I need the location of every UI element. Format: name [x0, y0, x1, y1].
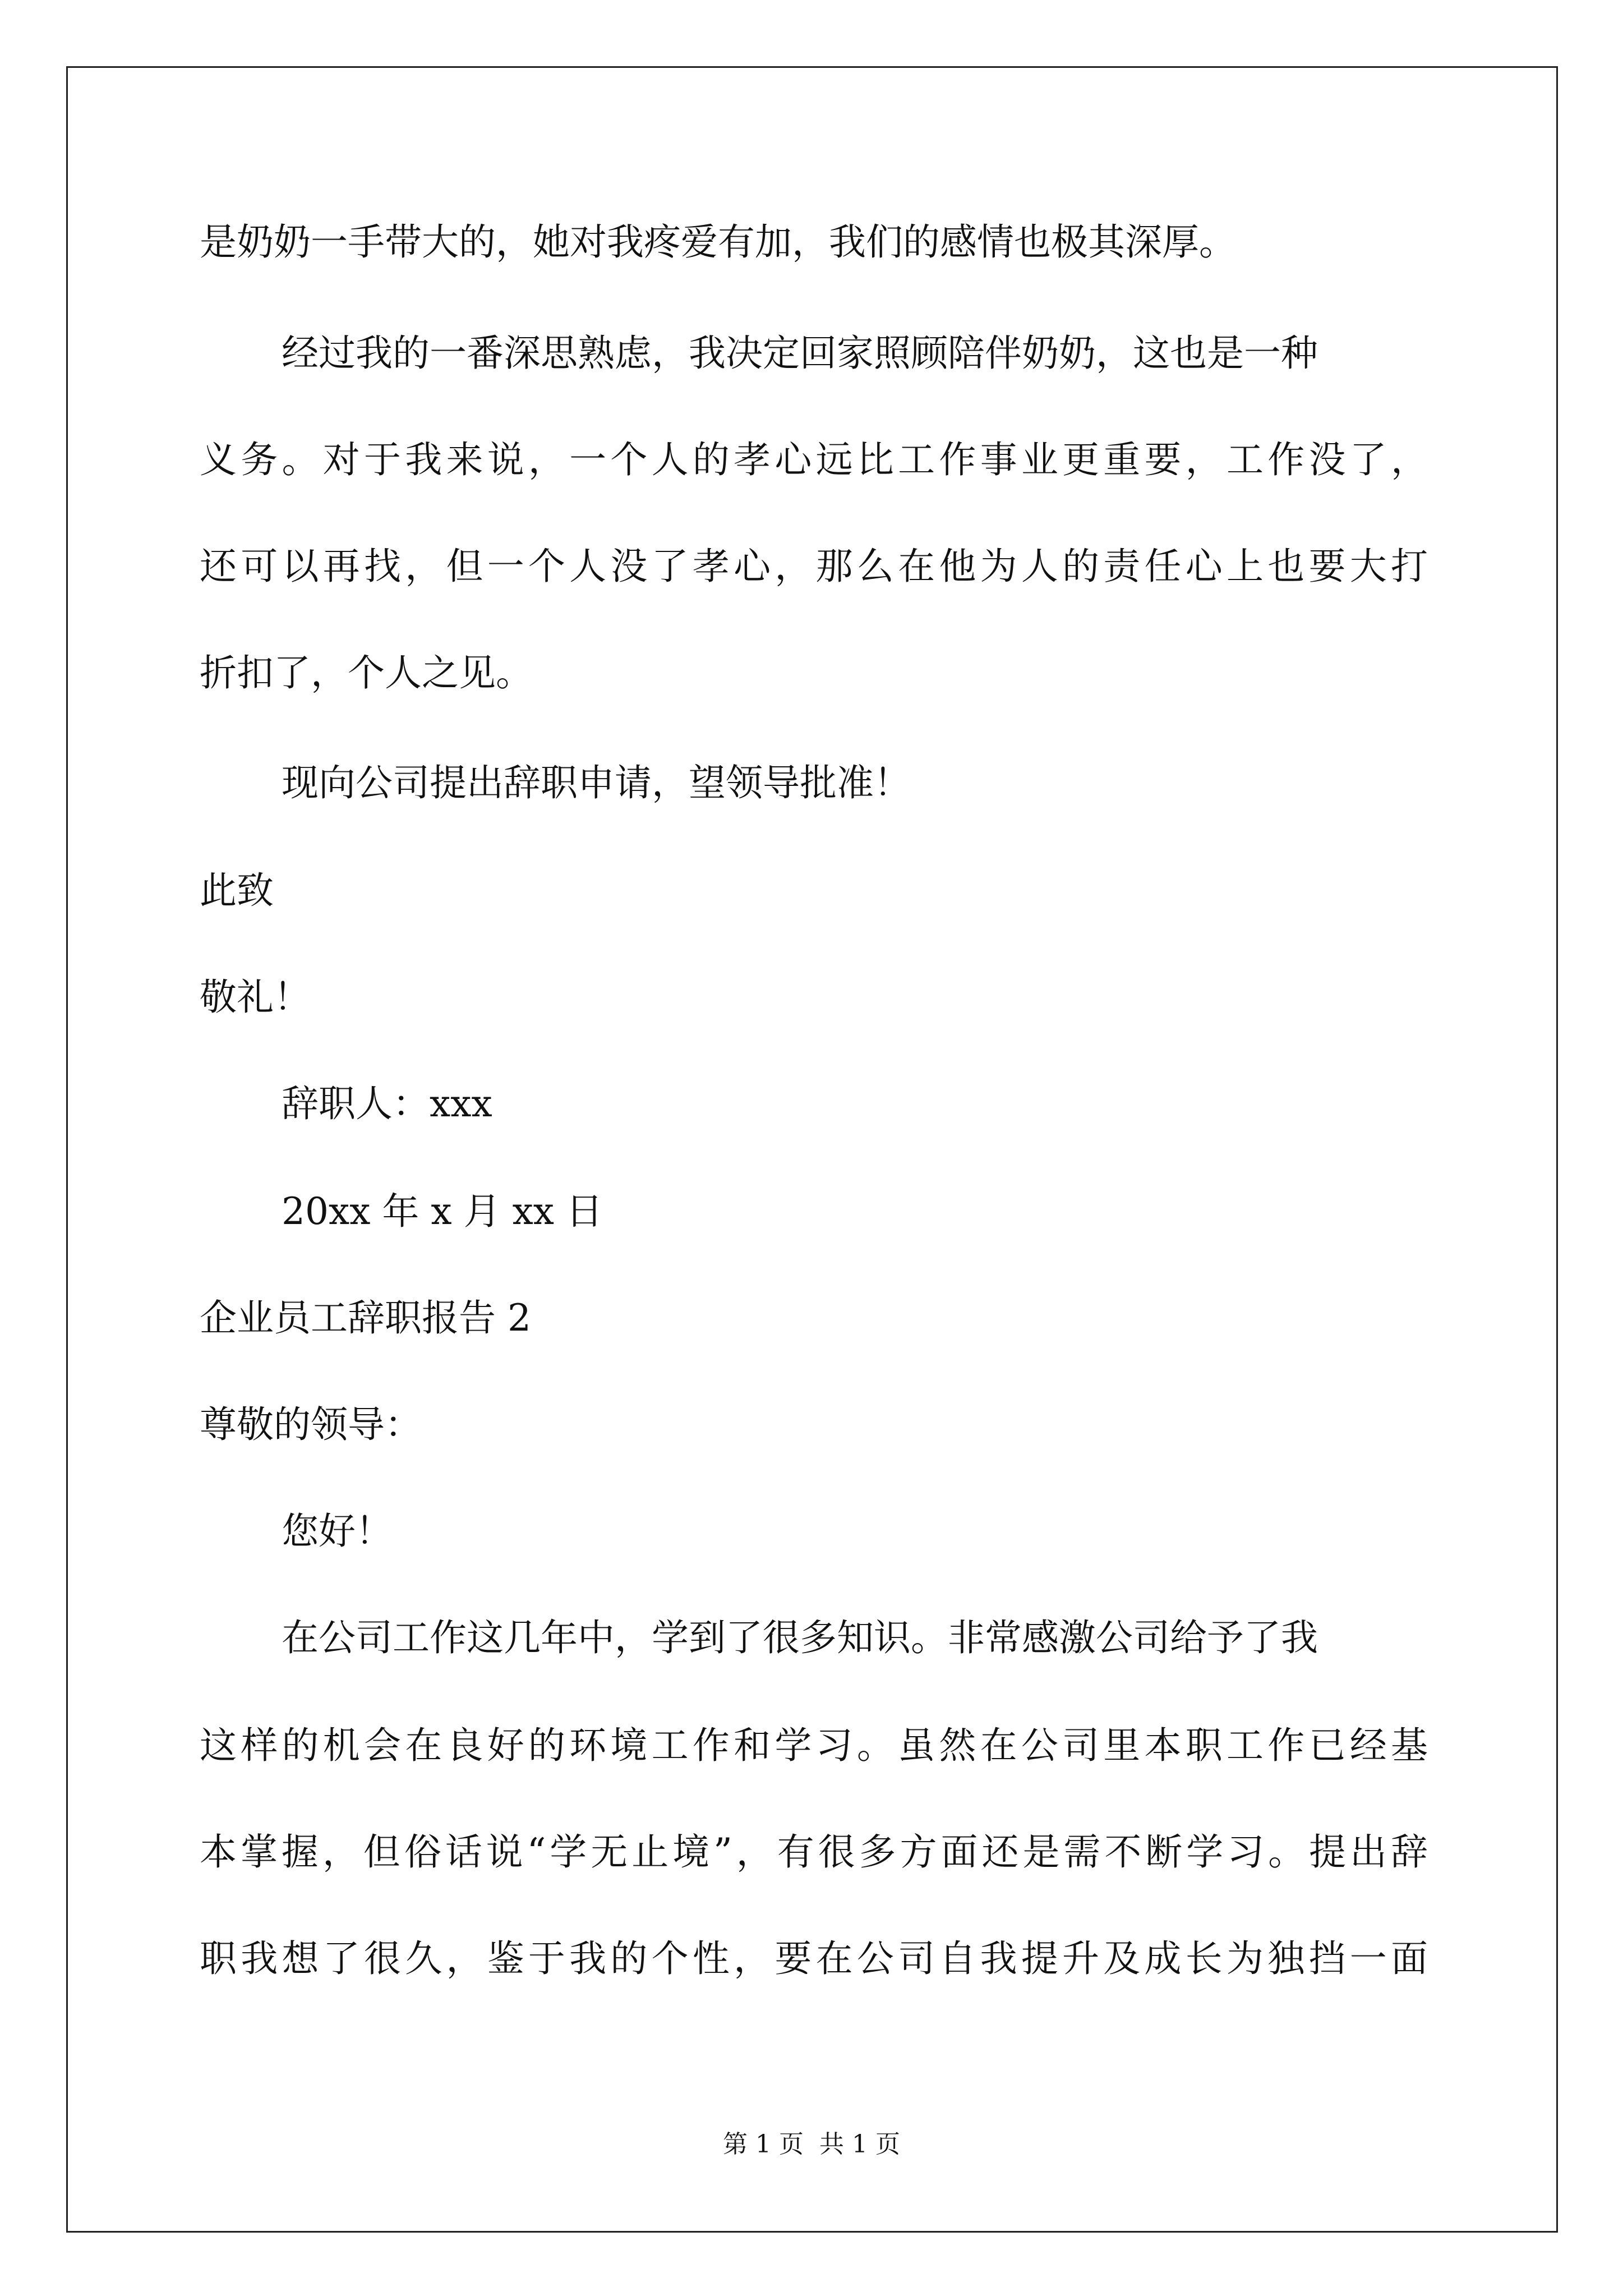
page-footer [0, 2129, 1623, 2160]
page-total: 共 1 页 [819, 2130, 900, 2159]
text-line-1: 是奶奶一手带大的，她对我疼爱有加，我们的感情也极其深厚。 [200, 220, 1236, 264]
text-line-8: 敬礼！ [200, 976, 311, 1019]
text-line-7: 此致 [200, 869, 274, 912]
date-line: 20xx 年 x 月 xx 日 [282, 1190, 603, 1233]
page-number: 第 1 页 [723, 2130, 804, 2159]
section-title: 企业员工辞职报告 2 [200, 1296, 531, 1340]
text-line-16: 本掌握，但俗话说“学无止境”，有很多方面还是需不断学习。提出辞 [200, 1830, 1428, 1874]
salutation: 尊敬的领导： [200, 1403, 422, 1446]
text-line-17: 职我想了很久，鉴于我的个性，要在公司自我提升及成长为独挡一面 [200, 1937, 1428, 1980]
page-border [66, 66, 1558, 2233]
text-line-4: 还可以再找，但一个人没了孝心，那么在他为人的责任心上也要大打 [200, 545, 1428, 588]
text-line-5: 折扣了，个人之见。 [200, 651, 533, 694]
text-line-14: 在公司工作这几年中，学到了很多知识。非常感激公司给予了我 [282, 1616, 1318, 1659]
text-line-3: 义务。对于我来说，一个人的孝心远比工作事业更重要，工作没了， [200, 438, 1428, 481]
text-line-15: 这样的机会在良好的环境工作和学习。虽然在公司里本职工作已经基 [200, 1724, 1428, 1767]
signature-line: 辞职人：xxx [282, 1082, 492, 1125]
text-line-2: 经过我的一番深思熟虑，我决定回家照顾陪伴奶奶，这也是一种 [282, 332, 1318, 375]
greeting: 您好！ [282, 1510, 393, 1553]
text-line-6: 现向公司提出辞职申请，望领导批准！ [282, 761, 911, 804]
